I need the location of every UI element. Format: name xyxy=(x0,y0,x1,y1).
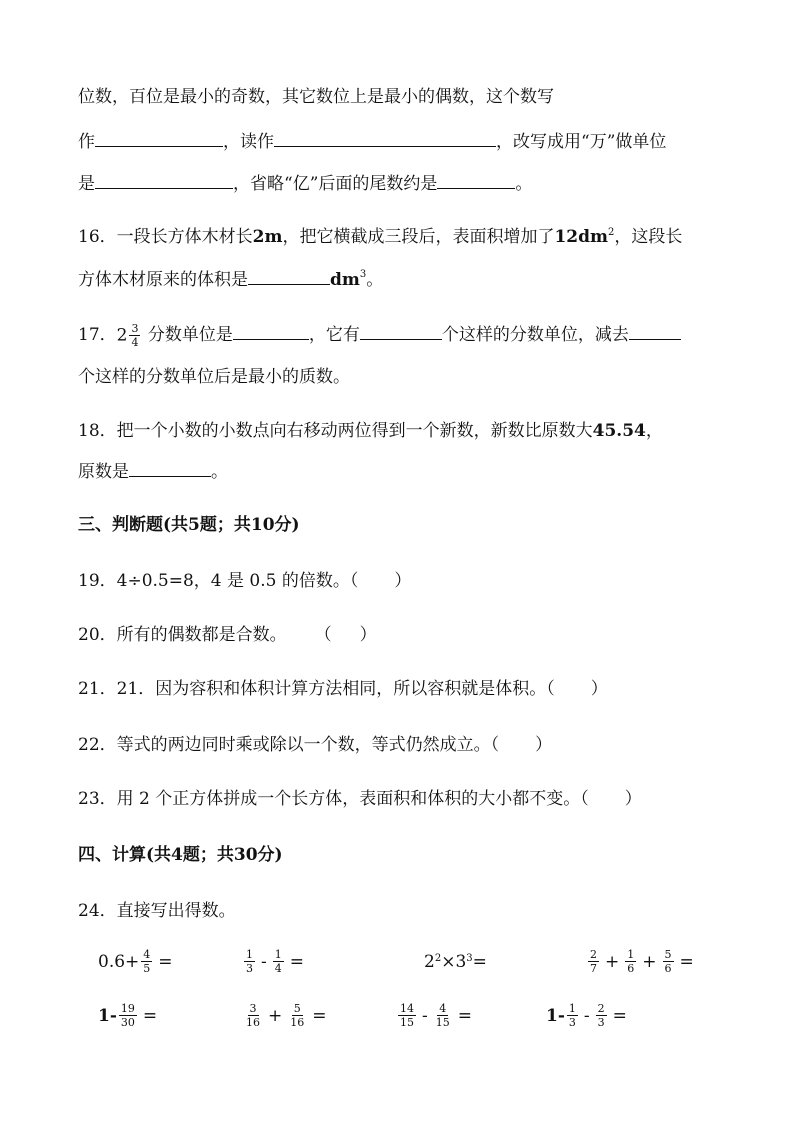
q23-close: ） xyxy=(624,789,642,809)
calc-4-den3: 6 xyxy=(664,962,672,975)
calc-5-frac xyxy=(119,1002,137,1029)
q19-text: 19．4÷0.5=8，4 是 0.5 的倍数。（ xyxy=(78,571,359,591)
calc-4-frac-2 xyxy=(625,948,636,975)
q15-text: ，读作 xyxy=(223,132,274,152)
q17-mixed-number xyxy=(117,322,143,349)
calc-6-op: + xyxy=(268,1005,283,1026)
q21-close: ） xyxy=(590,679,608,699)
calc-1-frac xyxy=(141,948,152,975)
q16-unit: dm xyxy=(330,270,360,290)
q18-number: 45.54 xyxy=(592,421,646,441)
calc-1-num: 4 xyxy=(143,948,151,961)
q18-text: 18．把一个小数的小数点向右移动两位得到一个新数，新数比原数大 xyxy=(78,421,593,441)
q16-line2 xyxy=(78,268,383,291)
calc-6 xyxy=(242,1002,331,1029)
calc-7-num2: 4 xyxy=(439,1002,447,1015)
calc-7-den2: 15 xyxy=(435,1016,450,1029)
q17-text: ，它有 xyxy=(308,325,360,345)
calc-6-frac-2 xyxy=(288,1002,306,1029)
calc-1-den: 5 xyxy=(143,962,151,975)
calc-4 xyxy=(586,948,698,975)
q18-text: 原数是 xyxy=(78,462,129,482)
q23-text: 23．用 2 个正方体拼成一个长方体，表面积和体积的大小都不变。（ xyxy=(78,789,589,809)
q16-area-sup: 2 xyxy=(608,227,615,238)
calc-3-eq: = xyxy=(472,952,487,972)
q16-length: 2m xyxy=(252,227,283,247)
q15-line2 xyxy=(78,130,666,153)
q21-text: 21．21．因为容积和体积计算方法相同，所以容积就是体积。（ xyxy=(78,679,555,699)
calc-4-frac-1 xyxy=(588,948,599,975)
answer-blank-write[interactable] xyxy=(95,130,223,147)
calc-3-base2: 3 xyxy=(455,952,467,972)
q17-text: 分数单位是 xyxy=(142,325,233,345)
q19 xyxy=(78,570,411,592)
q16-unit-sup: 3 xyxy=(359,269,367,280)
q15-text: 作 xyxy=(78,132,95,152)
q15-line3 xyxy=(78,172,532,195)
q15-text: 是 xyxy=(78,174,95,194)
q17-prefix: 17． xyxy=(78,325,117,345)
calc-8-num2: 2 xyxy=(597,1002,605,1015)
q23 xyxy=(78,788,642,810)
calc-3 xyxy=(424,952,487,972)
calc-2-eq: = xyxy=(289,951,304,972)
calc-6-num2: 5 xyxy=(293,1002,301,1015)
calc-4-den1: 7 xyxy=(590,962,597,975)
calc-8-a: 1- xyxy=(546,1005,565,1026)
q22 xyxy=(78,734,552,756)
q18-line1 xyxy=(78,420,663,442)
q15-text: ，省略“亿”后面的尾数约是 xyxy=(233,174,438,194)
calc-3-exp1: 2 xyxy=(434,952,442,964)
calc-4-num2: 1 xyxy=(627,948,635,961)
calc-2-den2: 4 xyxy=(274,962,282,975)
q21 xyxy=(78,678,608,700)
calc-3-base1: 2 xyxy=(424,952,435,972)
q18-text: 。 xyxy=(211,462,228,482)
calc-4-op1: + xyxy=(605,951,620,972)
answer-blank-wan[interactable] xyxy=(95,172,233,189)
calc-2-num1: 1 xyxy=(246,948,253,961)
q17-whole: 2 xyxy=(116,325,128,346)
calc-5-a: 1- xyxy=(98,1005,117,1026)
q24: 24．直接写出得数。 xyxy=(78,901,236,921)
answer-blank-unit[interactable] xyxy=(233,323,309,340)
calc-8-den2: 3 xyxy=(597,1016,605,1029)
calc-2-num2: 1 xyxy=(274,948,282,961)
calc-6-frac-1 xyxy=(244,1002,262,1029)
q22-text: 22．等式的两边同时乘或除以一个数，等式仍然成立。（ xyxy=(78,735,500,755)
q17-num: 3 xyxy=(131,322,139,335)
calc-2 xyxy=(242,948,308,975)
calc-2-frac-2 xyxy=(273,948,284,975)
calc-6-den2: 16 xyxy=(290,1016,305,1029)
calc-6-eq: = xyxy=(312,1005,327,1026)
answer-blank-subtract[interactable] xyxy=(629,323,681,340)
answer-blank-original[interactable] xyxy=(129,460,211,477)
calc-4-op2: + xyxy=(642,951,657,972)
calc-5-den: 30 xyxy=(120,1016,135,1029)
calc-5 xyxy=(98,1002,161,1029)
q15-text: ，改写成用“万”做单位 xyxy=(496,132,667,152)
calc-7 xyxy=(396,1002,476,1029)
calc-1-a: 0.6+ xyxy=(98,951,140,972)
calc-6-den1: 16 xyxy=(246,1016,260,1029)
calc-1-eq: = xyxy=(158,951,173,972)
calc-5-eq: = xyxy=(142,1005,158,1026)
q20 xyxy=(78,624,377,646)
calc-8-den1: 3 xyxy=(568,1016,576,1029)
calc-8-op: - xyxy=(583,1005,590,1026)
q16-area: 12dm xyxy=(554,227,609,247)
q17-text: 个这样的分数单位，减去 xyxy=(441,325,629,345)
q16-text: ，把它横截成三段后，表面积增加了 xyxy=(282,227,555,247)
calc-7-num1: 14 xyxy=(400,1002,414,1015)
calc-6-num1: 3 xyxy=(249,1002,257,1015)
q16-text: ，这段长 xyxy=(614,227,683,247)
calc-1 xyxy=(98,948,177,975)
q16-text: 方体木材原来的体积是 xyxy=(78,270,248,290)
calc-3-times: × xyxy=(441,952,456,972)
answer-blank-volume[interactable] xyxy=(248,268,330,285)
calc-2-frac-1 xyxy=(244,948,255,975)
calc-7-frac-1 xyxy=(398,1002,416,1029)
q15-text: 。 xyxy=(515,174,533,194)
calc-7-frac-2 xyxy=(434,1002,452,1029)
calc-7-den1: 15 xyxy=(400,1016,414,1029)
section-4-title: 四、计算(共4题；共30分) xyxy=(78,845,283,865)
calc-4-num1: 2 xyxy=(590,948,597,961)
q16-text: 16．一段长方体木材长 xyxy=(78,227,253,247)
calc-8-num1: 1 xyxy=(568,1002,576,1015)
q17-den: 4 xyxy=(131,336,139,349)
calc-8-frac-2 xyxy=(596,1002,607,1029)
q17-line1 xyxy=(78,322,681,349)
calc-4-frac-3 xyxy=(663,948,674,975)
q20-text: 20．所有的偶数都是合数。 xyxy=(78,625,287,645)
calc-4-num3: 5 xyxy=(664,948,672,961)
calc-4-eq: = xyxy=(679,951,694,972)
calc-8-frac-1 xyxy=(567,1002,578,1029)
calc-7-op: - xyxy=(422,1005,428,1026)
calc-4-den2: 6 xyxy=(627,962,635,975)
q22-close: ） xyxy=(535,735,553,755)
calc-3-exp2: 3 xyxy=(466,952,473,964)
q18-text: ， xyxy=(645,421,663,441)
q16-line1 xyxy=(78,226,682,248)
calc-2-den1: 3 xyxy=(246,962,253,975)
answer-blank-yi[interactable] xyxy=(437,172,515,189)
q19-close: ） xyxy=(394,571,412,591)
answer-blank-read[interactable] xyxy=(274,130,496,147)
q18-line2 xyxy=(78,460,228,483)
q15-line1: 位数，百位是最小的奇数，其它数位上是最小的偶数，这个数写 xyxy=(78,87,554,107)
calc-2-op: - xyxy=(261,951,267,972)
q17-fraction xyxy=(129,322,140,349)
q16-text: 。 xyxy=(366,270,384,290)
q20-open: （ xyxy=(314,625,332,645)
answer-blank-count[interactable] xyxy=(360,323,442,340)
calc-8-eq: = xyxy=(612,1005,627,1026)
calc-5-num: 19 xyxy=(120,1002,135,1015)
calc-7-eq: = xyxy=(457,1005,472,1026)
q17-line2: 个这样的分数单位后是最小的质数。 xyxy=(78,367,350,387)
q20-close: ） xyxy=(359,625,377,645)
section-3-title: 三、判断题(共5题；共10分) xyxy=(78,515,300,535)
calc-8 xyxy=(546,1002,631,1029)
